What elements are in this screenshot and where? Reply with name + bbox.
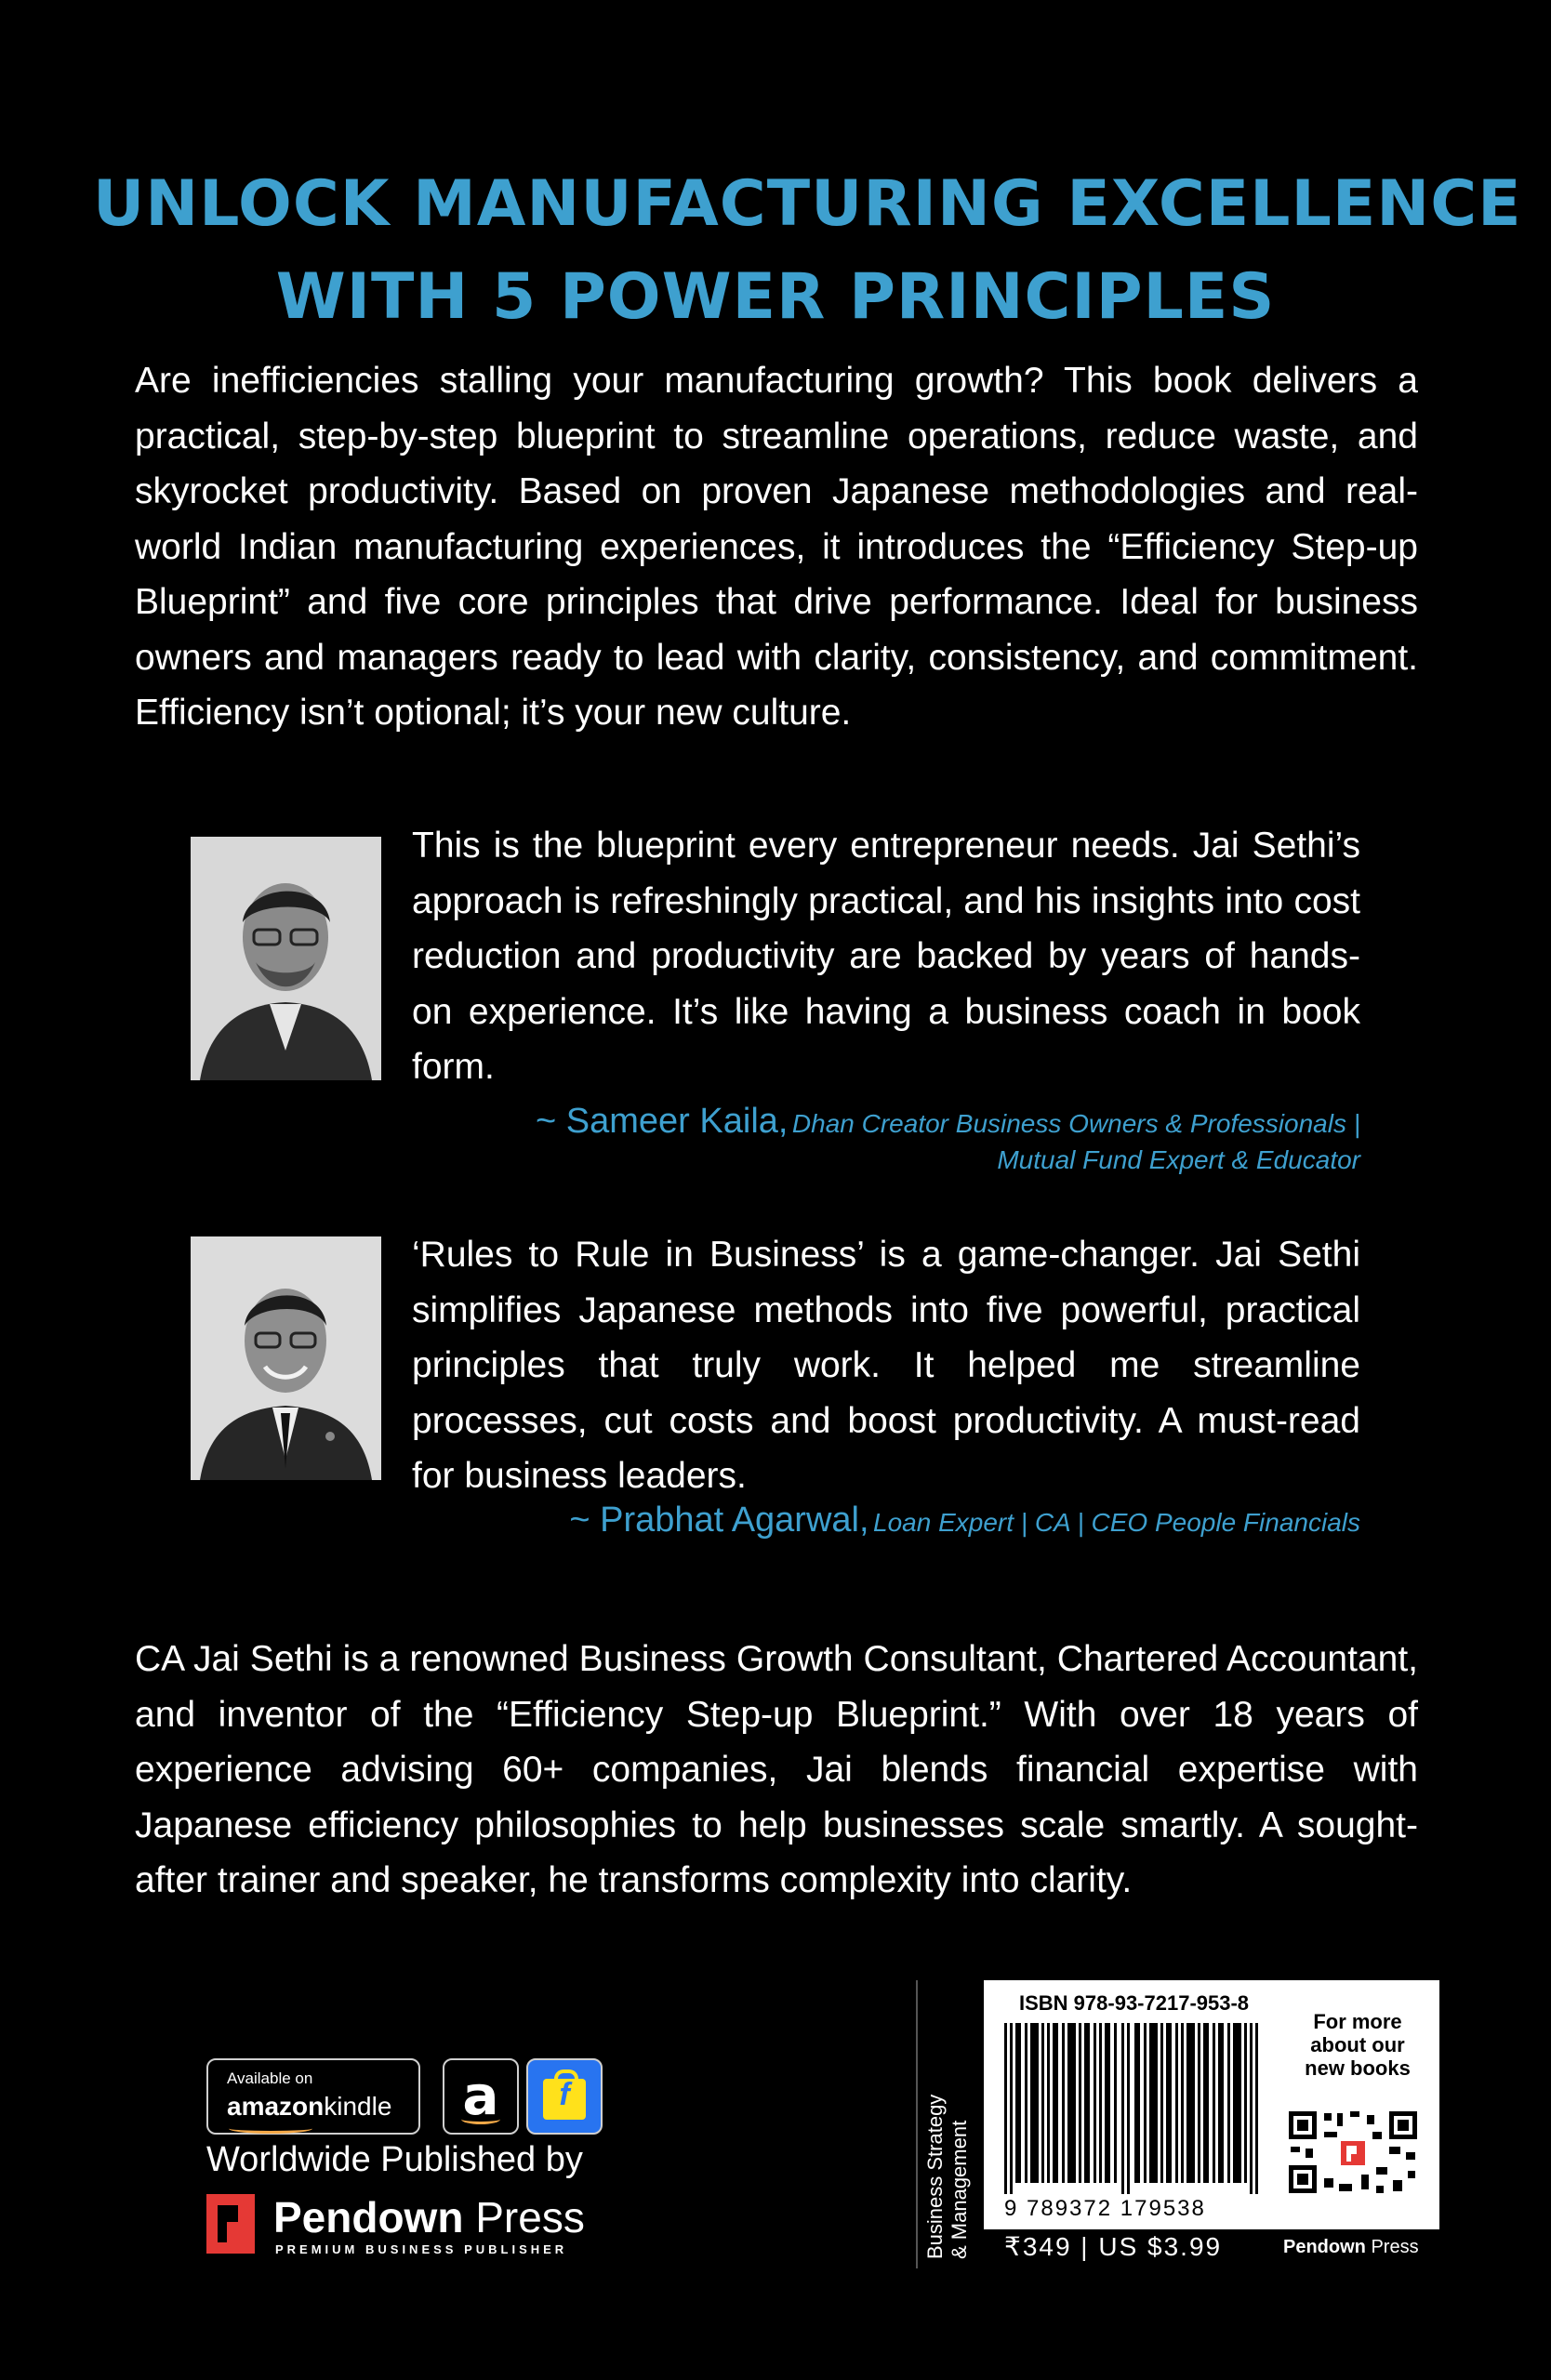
person-photo-icon <box>191 1236 381 1480</box>
isbn-text: ISBN 978-93-7217-953-8 <box>1019 1991 1250 2015</box>
pendown-logo-icon <box>206 2194 255 2254</box>
testimonial-2-role-line-1: Loan Expert | CA | CEO People Financials <box>873 1508 1360 1537</box>
testimonial-1-role-line-1: Dhan Creator Business Owners & Professionals | <box>791 1109 1360 1138</box>
barcode-icon <box>1004 2023 1274 2194</box>
publisher-name: Pendown Press <box>273 2193 585 2241</box>
headline <box>93 158 1522 344</box>
flipkart-icon[interactable] <box>526 2058 603 2135</box>
testimonial-2-text: ‘Rules to Rule in Business’ is a game-changer. Jai Sethi simplifies Japanese methods into five powerful, practical principles that truly work. It helped me streamline processes, cut costs and boost productivity. A must-read for business leaders. <box>412 1235 1360 1496</box>
barcode-panel <box>984 1980 1439 2229</box>
publisher-tagline: PREMIUM BUSINESS PUBLISHER <box>275 2242 568 2256</box>
person-photo-icon <box>191 837 381 1080</box>
published-by-label: Worldwide Published by <box>206 2140 583 2179</box>
testimonial-2-name: ~ Prabhat Agarwal, <box>569 1501 869 1540</box>
barcode-number: 9 789372 179538 <box>1004 2196 1206 2221</box>
amazon-kindle-badge[interactable] <box>206 2058 420 2135</box>
testimonial-1-text: This is the blueprint every entrepreneur needs. Jai Sethi’s approach is refreshingly practical, and his insights into cost reduction and productivity are backed by years of hands-on experience. It’s like having a business coach in book form. <box>412 826 1360 1087</box>
amazon-smile-icon <box>461 2114 500 2124</box>
testimonial-1-attribution <box>412 1102 1360 1175</box>
testimonial-2-photo <box>191 1236 381 1480</box>
for-more-label: For more about our new books <box>1305 2010 1411 2080</box>
intro-paragraph: Are inefficiencies stalling your manufacturing growth? This book delivers a practical, step-by-step blueprint to streamline operations, reduce waste, and skyrocket productivity. Based on proven Japanese methodologies and real-world Indian manufacturing experiences, it introduces the “Efficiency Step-up Blueprint” and five core principles that drive performance. Ideal for business owners and managers ready to lead with clarity, consistency, and commitment. Efficiency isn’t optional; it’s your new culture. <box>135 361 1418 733</box>
amazon-icon[interactable] <box>443 2058 519 2135</box>
price-row <box>1004 2231 1441 2268</box>
price-label: ₹349 | US $3.99 <box>1004 2232 1223 2261</box>
headline-line-1: UNLOCK MANUFACTURING EXCELLENCE <box>93 167 1522 241</box>
testimonial-2-attribution <box>412 1501 1360 1540</box>
amazon-smile-icon <box>229 2123 312 2134</box>
testimonial-1-role-line-2: Mutual Fund Expert & Educator <box>997 1145 1360 1174</box>
kindle-available-label: Available on <box>227 2069 313 2087</box>
headline-line-2: WITH 5 POWER PRINCIPLES <box>275 260 1276 334</box>
flipkart-letter: f <box>559 2077 570 2112</box>
genre-label-box <box>916 1980 983 2268</box>
qr-code-icon[interactable] <box>1283 2082 1423 2222</box>
testimonial-1-photo <box>191 837 381 1080</box>
amazon-letter: a <box>462 2064 499 2127</box>
price-brand: Pendown Press <box>1283 2237 1419 2257</box>
kindle-badge-label: amazonkindle <box>227 2092 392 2121</box>
testimonial-1-name: ~ Sameer Kaila, <box>536 1102 789 1141</box>
genre-label: Business Strategy & Management <box>923 2094 971 2259</box>
author-bio: CA Jai Sethi is a renowned Business Growth Consultant, Chartered Accountant, and inventor of the “Efficiency Step-up Blueprint.” With over 18 years of experience advising 60+ companies, Jai blends financial expertise with Japanese efficiency philosophies to help businesses scale smartly. A sought-after trainer and speaker, he transforms complexity into clarity. <box>135 1639 1418 1900</box>
